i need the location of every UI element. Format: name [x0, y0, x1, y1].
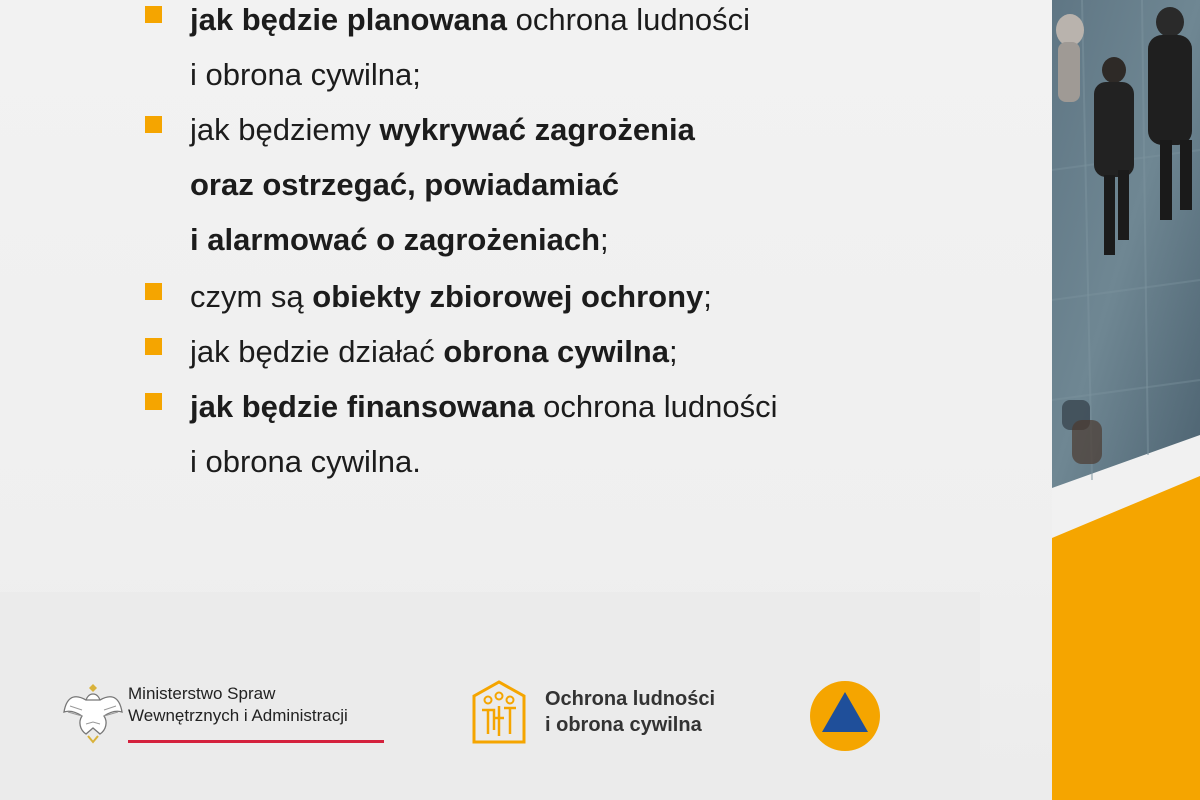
list-item	[145, 0, 750, 102]
mswia-name-line2: Wewnętrznych i Administracji	[128, 706, 348, 725]
civil-defence-triangle-icon	[809, 680, 881, 752]
ochrona-line2: i obrona cywilna	[545, 714, 702, 736]
list-item	[145, 324, 678, 379]
list-item-line: jak będziemy wykrywać zagrożenia	[190, 112, 695, 147]
orange-square-bullet-icon	[145, 6, 162, 23]
ochrona-ludnosci-logo-icon	[468, 678, 530, 746]
list-item-line: czym są obiekty zbiorowej ochrony;	[190, 279, 712, 314]
list-item	[145, 269, 712, 324]
list-item-line: jak będzie działać obrona cywilna;	[190, 334, 678, 369]
list-item-line: jak będzie planowana ochrona ludności	[190, 2, 750, 37]
ochrona-line1: Ochrona ludności	[545, 688, 716, 710]
orange-square-bullet-icon	[145, 338, 162, 355]
mswia-logo	[62, 678, 392, 748]
mswia-red-rule	[128, 740, 384, 743]
list-item	[145, 379, 778, 489]
polish-eagle-icon	[62, 678, 124, 744]
orange-square-bullet-icon	[145, 393, 162, 410]
list-item-line: jak będzie finansowana ochrona ludności	[190, 389, 778, 424]
orange-square-bullet-icon	[145, 283, 162, 300]
mswia-name-line1: Ministerstwo Spraw	[128, 684, 276, 703]
crowd-photo-strip	[1052, 0, 1200, 800]
list-item	[145, 102, 695, 267]
list-item-line: oraz ostrzegać, powiadamiać	[190, 167, 619, 202]
list-item-line: i obrona cywilna;	[190, 57, 421, 92]
ochrona-ludnosci-wordmark	[545, 686, 715, 738]
list-item-line: i alarmować o zagrożeniach;	[190, 222, 609, 257]
list-item-line: i obrona cywilna.	[190, 444, 421, 479]
orange-square-bullet-icon	[145, 116, 162, 133]
crowd-photo-image	[1052, 0, 1200, 800]
